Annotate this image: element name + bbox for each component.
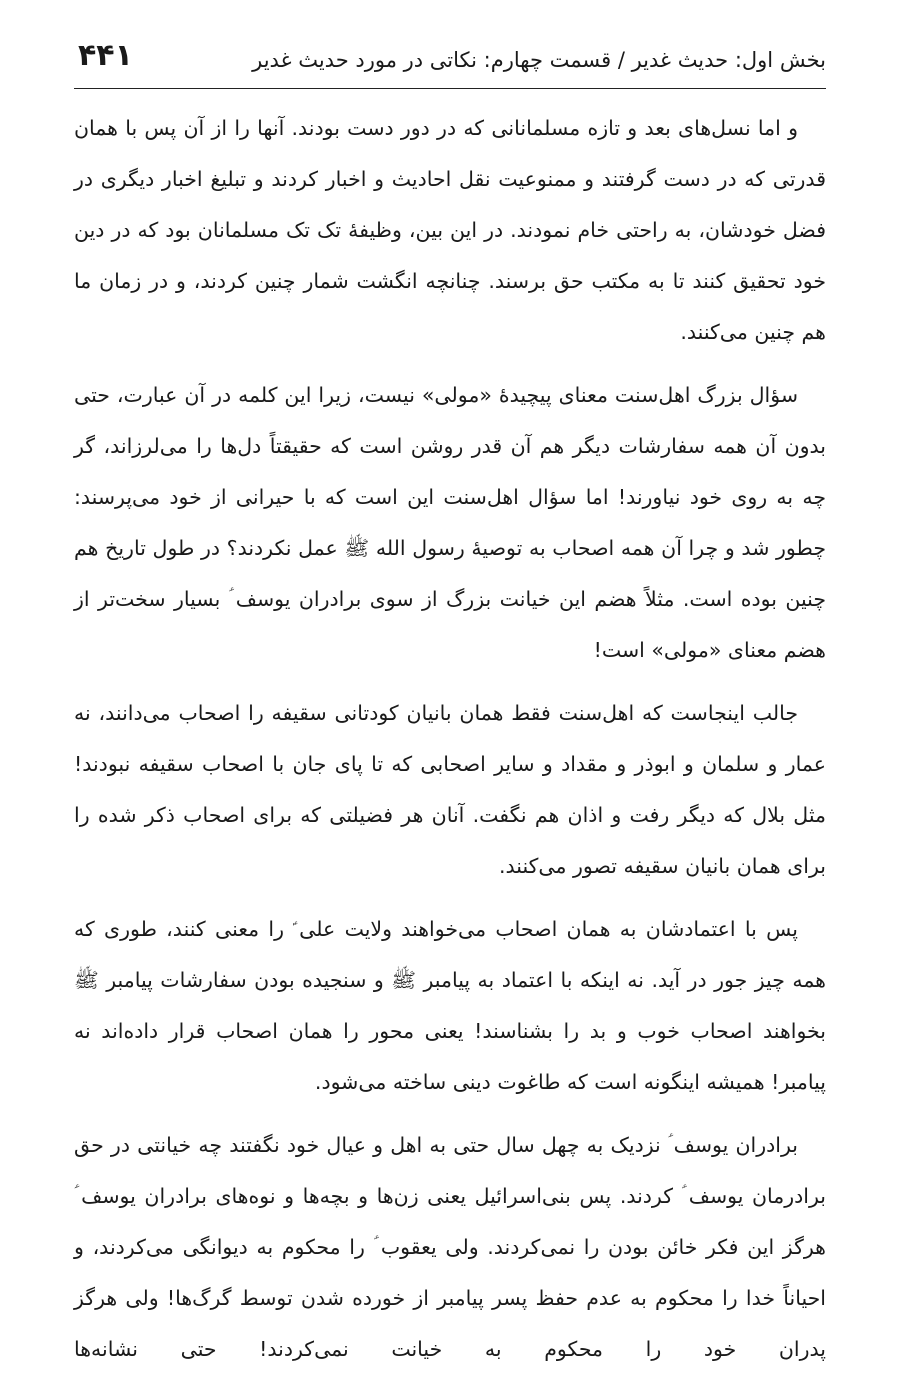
page-header — [74, 30, 826, 89]
paragraph: سؤال بزرگ اهل‌سنت معنای پیچیدهٔ «مولی» نیست، زیرا این کلمه در آن عبارت، حتی بدون آن همه سفارشات دیگر هم آن قدر روشن است که حقیقتاً دل‌ها را می‌لرزاند، گر چه به روی خود نیاورند! اما سؤال اهل‌سنت این است که با حیرانی از خود می‌پرسند: چطور شد و چرا آن همه اصحاب به توصیهٔ رسول الله ﷺ عمل نکردند؟ در طول تاریخ هم چنین بوده است. مثلاً هضم این خیانت بزرگ از سوی برادران یوسف ؑ بسیار سخت‌تر از هضم معنای «مولی» است! — [74, 383, 826, 662]
paragraph: جالب اینجاست که اهل‌سنت فقط همان بانیان کودتانی سقیفه را اصحاب می‌دانند، نه عمار و سلمان و ابوذر و مقداد و سایر اصحابی که تا پای جان با اصحاب سقیفه نبودند! مثل بلال که دیگر رفت و اذان هم نگفت. آنان هر فضیلتی که برای اصحاب ذکر شده را برای همان بانیان سقیفه تصور می‌کنند. — [74, 701, 826, 878]
paragraph: و اما نسل‌های بعد و تازه مسلمانانی که در دور دست بودند. آنها را از آن پس با همان قدرتی که در دست گرفتند و ممنوعیت نقل احادیث و اخبار کردند و تبلیغ اخبار دیگری در فضل خودشان، به راحتی خام نمودند. در این بین، وظیفهٔ تک تک مسلمانان بود که در دین خود تحقیق کنند تا به مکتب حق برسند. چنانچه انگشت شمار چنین کردند، و در زمان ما هم چنین می‌کنند. — [74, 116, 826, 344]
book-page — [74, 30, 826, 1366]
paragraph: برادران یوسف ؑ نزدیک به چهل سال حتی به اهل و عیال خود نگفتند چه خیانتی در حق برادرمان یوسف ؑ کردند. پس بنی‌اسرائیل یعنی زن‌ها و بچه‌ها و نوه‌های برادران یوسف ؑ هرگز این فکر خائن بودن را نمی‌کردند. ولی یعقوب ؑ را محکوم به دیوانگی می‌کردند، و احیاناً خدا را محکوم به عدم حفظ پسر پیامبر از خورده شدن توسط گرگ‌ها! ولی هرگز پدران خود را محکوم به خیانت نمی‌کردند! حتی نشانه‌ها — [74, 1133, 826, 1361]
body-text — [74, 103, 826, 1375]
running-title: بخش اول: حدیث غدیر / قسمت چهارم: نکاتی در مورد حدیث غدیر — [252, 48, 826, 72]
page-number: ۴۴۱ — [78, 38, 133, 73]
paragraph: پس با اعتمادشان به همان اصحاب می‌خواهند ولایت علی ؑ را معنی کنند، طوری که همه چیز جور در آید. نه اینکه با اعتماد به پیامبر ﷺ و سنجیده بودن سفارشات پیامبر ﷺ بخواهند اصحاب خوب و بد را بشناسند! یعنی محور را همان اصحاب قرار داده‌اند نه پیامبر! همیشه اینگونه است که طاغوت دینی ساخته می‌شود. — [74, 917, 826, 1094]
